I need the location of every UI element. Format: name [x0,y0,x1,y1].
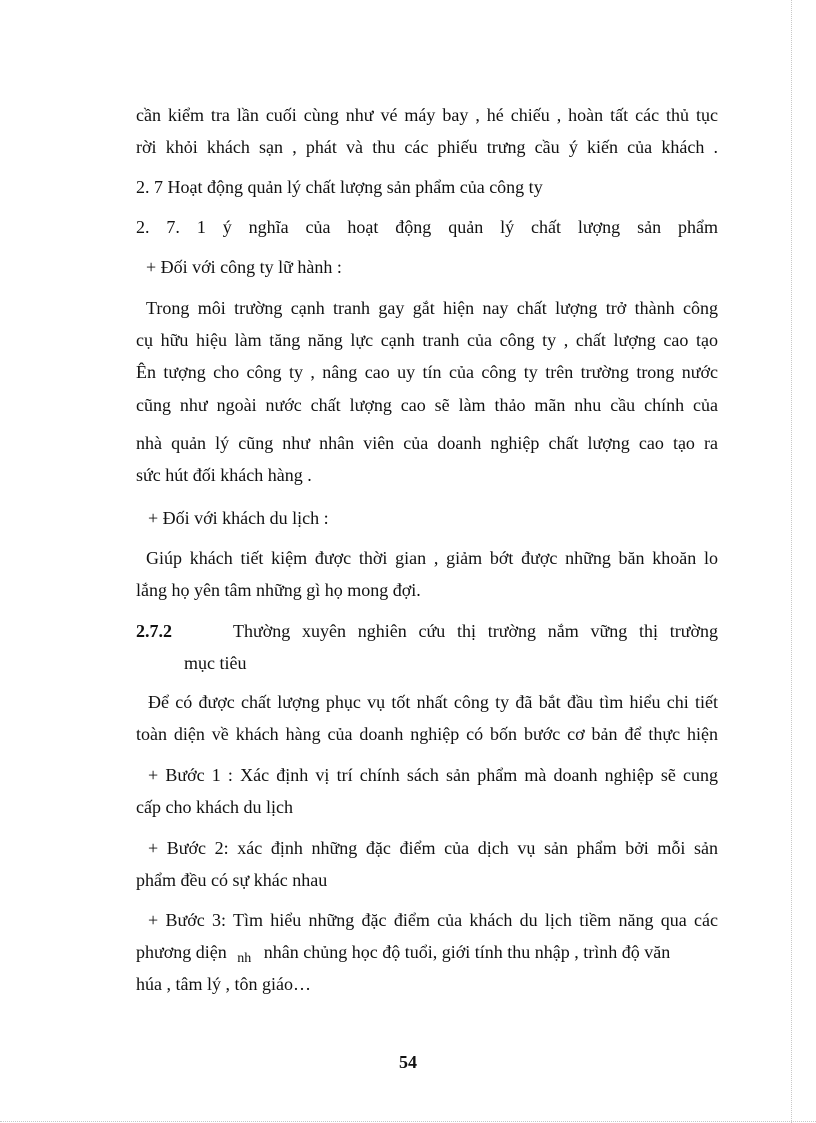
paragraph-line: cần kiểm tra lần cuối cùng như vé máy bay , hé chiếu , hoàn tất các thủ tục [136,105,718,125]
step-3-last-line: húa , tâm lý , tôn giáo… [136,974,311,994]
step-3-continuation [136,941,718,966]
paragraph-line: Ên tượng cho công ty , nâng cao uy tín của công ty trên trường trong nước [136,362,718,382]
paragraph-line: sức hút đối khách hàng . [136,465,312,485]
step-2-continuation: phẩm đều có sự khác nhau [136,870,328,890]
page-border-bottom [0,1121,816,1122]
paragraph-line: nhà quản lý cũng như nhân viên của doanh nghiệp chất lượng cao tạo ra [136,433,718,453]
paragraph-line: toàn diện về khách hàng của doanh nghiệp có bốn bước cơ bản để thực hiện [136,724,718,744]
paragraph-line: Giúp khách tiết kiệm được thời gian , giảm bớt được những băn khoăn lo [146,548,718,568]
subsection-heading-2-7-1: 2. 7. 1 ý nghĩa của hoạt động quản lý chất lượng sản phẩm [136,217,718,237]
section-heading-2-7: 2. 7 Hoạt động quản lý chất lượng sản phẩm của công ty [136,177,543,197]
page-border-right [791,0,792,1123]
heading-2-7-2-continuation: mục tiêu [184,653,247,673]
page-number: 54 [399,1052,417,1072]
paragraph-line: cũng như ngoài nước chất lượng cao sẽ làm thảo mãn nhu cầu chính của [136,395,718,415]
heading-2-7-2-text: Thường xuyên nghiên cứu thị trường nắm vững thị trường [233,621,718,641]
step-2-line: + Bước 2: xác định những đặc điểm của dịch vụ sản phẩm bởi mỗi sản [148,838,718,858]
step-3-line: + Bước 3: Tìm hiểu những đặc điểm của khách du lịch tiềm năng qua các [148,910,718,930]
paragraph-line: lắng họ yên tâm những gì họ mong đợi. [136,580,421,600]
paragraph-line: cụ hữu hiệu làm tăng năng lực cạnh tranh của công ty , chất lượng cao tạo [136,330,718,350]
bullet-khach-du-lich: + Đối với khách du lịch : [148,508,329,528]
step-3-stray-text: nh [237,951,252,966]
step-1-continuation: cấp cho khách du lịch [136,797,293,817]
paragraph-line: Trong môi trường cạnh tranh gay gắt hiện nay chất lượng trở thành công [146,298,718,318]
step-1-line: + Bước 1 : Xác định vị trí chính sách sản phẩm mà doanh nghiệp sẽ cung [148,765,718,785]
step-3-text-after: nhân chủng học độ tuổi, giới tính thu nhập , trình độ văn [263,942,671,962]
step-3-text-before: phương diện [136,942,227,962]
paragraph-line: Để có được chất lượng phục vụ tốt nhất công ty đã bắt đầu tìm hiểu chi tiết [148,692,718,712]
paragraph-line: rời khỏi khách sạn , phát và thu các phiếu trưng cầu ý kiến của khách . [136,137,718,157]
heading-2-7-2-number: 2.7.2 [136,621,172,641]
bullet-cong-ty-lu-hanh: + Đối với công ty lữ hành : [146,257,342,277]
